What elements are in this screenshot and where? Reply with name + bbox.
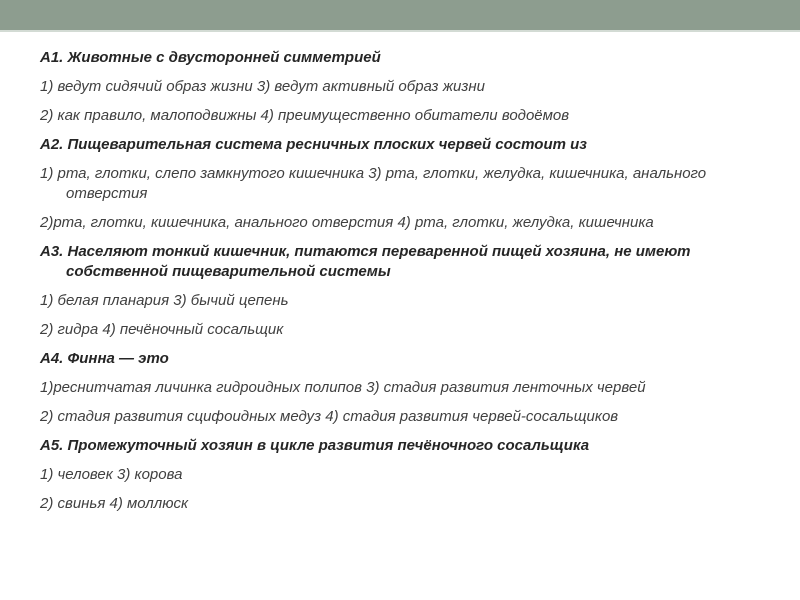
answer-line: 2) как правило, малоподвижны 4) преимущественно обитатели водоёмов bbox=[40, 107, 570, 124]
answer-line: 1)реснитчатая личинка гидроидных полипов 3) стадия развития ленточных червей bbox=[40, 379, 646, 396]
question-title: А5. Промежуточный хозяин в цикле развития печёночного сосальщика bbox=[40, 437, 590, 454]
answer-line: 1) рта, глотки, слепо замкнутого кишечника 3) рта, глотки, желудка, кишечника, анального отверстия bbox=[40, 165, 707, 202]
question-title: А3. Населяют тонкий кишечник, питаются переваренной пищей хозяина, не имеют собственной пищеварительной системы bbox=[40, 243, 691, 280]
answer-line: 2)рта, глотки, кишечника, анального отверстия 4) рта, глотки, желудка, кишечника bbox=[40, 214, 654, 231]
slide-header-bar bbox=[0, 0, 800, 30]
slide-header-divider bbox=[0, 30, 800, 32]
answer-line: 2) свинья 4) моллюск bbox=[40, 495, 189, 512]
answer-line: 2) гидра 4) печёночный сосальщик bbox=[40, 321, 284, 338]
question-title: А4. Финна — это bbox=[40, 350, 169, 367]
answer-line: 2) стадия развития сцифоидных медуз 4) стадия развития червей-сосальщиков bbox=[40, 408, 619, 425]
question-title: А1. Животные с двусторонней симметрией bbox=[40, 49, 381, 66]
question-title: А2. Пищеварительная система ресничных плоских червей состоит из bbox=[40, 136, 587, 153]
answer-line: 1) человек 3) корова bbox=[40, 466, 183, 483]
quiz-content bbox=[40, 48, 770, 523]
answer-line: 1) белая планария 3) бычий цепень bbox=[40, 292, 289, 309]
answer-line: 1) ведут сидячий образ жизни 3) ведут активный образ жизни bbox=[40, 78, 485, 95]
